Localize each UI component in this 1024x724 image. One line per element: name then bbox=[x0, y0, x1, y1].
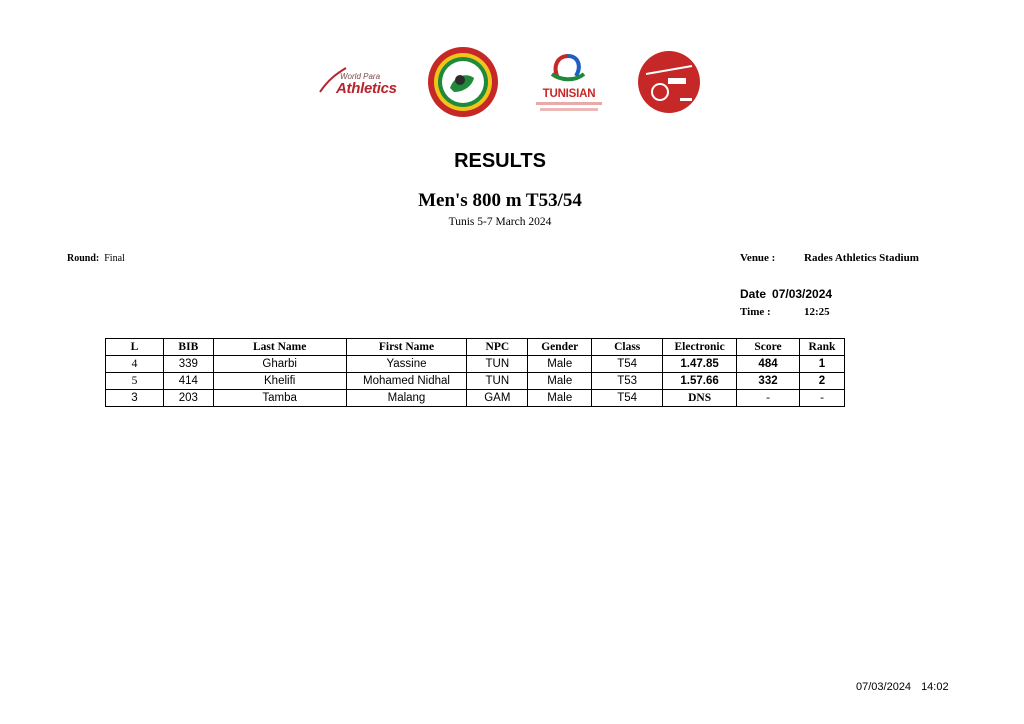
cell-bib: 414 bbox=[163, 373, 213, 390]
cell-npc: GAM bbox=[467, 390, 528, 407]
cell-bib: 203 bbox=[163, 390, 213, 407]
column-header-first-name: First Name bbox=[346, 339, 467, 356]
round-info bbox=[67, 253, 125, 264]
tunisian-paralympic-logo bbox=[530, 44, 606, 120]
agitos-icon bbox=[530, 44, 606, 86]
seal-icon bbox=[426, 44, 500, 120]
table-header-row bbox=[106, 339, 845, 356]
event-logo bbox=[632, 44, 706, 120]
column-header-npc: NPC bbox=[467, 339, 528, 356]
round-label: Round: bbox=[67, 253, 100, 264]
cell-npc: TUN bbox=[467, 373, 528, 390]
cell-score: 484 bbox=[737, 356, 800, 373]
column-header-bib: BIB bbox=[163, 339, 213, 356]
cell-score: 332 bbox=[737, 373, 800, 390]
column-header-class: Class bbox=[592, 339, 663, 356]
column-header-gender: Gender bbox=[528, 339, 592, 356]
cell-last-name: Khelifi bbox=[213, 373, 346, 390]
table-row bbox=[106, 390, 845, 407]
table-row bbox=[106, 356, 845, 373]
logo-strip bbox=[0, 44, 1024, 120]
cell-rank: - bbox=[799, 390, 844, 407]
time-label: Time : bbox=[740, 306, 771, 318]
footer-time: 14:02 bbox=[921, 681, 949, 693]
npc-logo-subtext-arabic bbox=[540, 108, 598, 111]
npc-logo-subtext bbox=[536, 102, 602, 105]
cell-class: T54 bbox=[592, 390, 663, 407]
event-badge-icon bbox=[632, 44, 706, 120]
tunisian-federation-seal-logo bbox=[426, 44, 500, 120]
cell-lane: 5 bbox=[106, 373, 164, 390]
cell-bib: 339 bbox=[163, 356, 213, 373]
cell-gender: Male bbox=[528, 373, 592, 390]
date-label: Date bbox=[740, 287, 767, 301]
cell-class: T53 bbox=[592, 373, 663, 390]
column-header-last-name: Last Name bbox=[213, 339, 346, 356]
column-header-electronic: Electronic bbox=[663, 339, 737, 356]
cell-first-name: Mohamed Nidhal bbox=[346, 373, 467, 390]
event-name: Men's 800 m T53/54 bbox=[418, 190, 582, 211]
page-title: RESULTS bbox=[454, 150, 546, 172]
date-info bbox=[740, 287, 832, 301]
table-row bbox=[106, 373, 845, 390]
cell-electronic: 1.47.85 bbox=[663, 356, 737, 373]
cell-npc: TUN bbox=[467, 356, 528, 373]
column-header-rank: Rank bbox=[799, 339, 844, 356]
print-timestamp bbox=[856, 681, 949, 693]
cell-rank: 1 bbox=[799, 356, 844, 373]
cell-score: - bbox=[737, 390, 800, 407]
cell-lane: 4 bbox=[106, 356, 164, 373]
column-header-score: Score bbox=[737, 339, 800, 356]
cell-last-name: Gharbi bbox=[213, 356, 346, 373]
cell-electronic: 1.57.66 bbox=[663, 373, 737, 390]
cell-lane: 3 bbox=[106, 390, 164, 407]
venue-value: Rades Athletics Stadium bbox=[804, 252, 919, 264]
cell-electronic: DNS bbox=[663, 390, 737, 407]
round-value: Final bbox=[104, 253, 125, 264]
cell-last-name: Tamba bbox=[213, 390, 346, 407]
cell-first-name: Malang bbox=[346, 390, 467, 407]
npc-logo-text: TUNISIAN bbox=[542, 88, 596, 100]
date-value: 07/03/2024 bbox=[772, 287, 833, 301]
cell-rank: 2 bbox=[799, 373, 844, 390]
logo-text-big: Athletics bbox=[336, 80, 397, 97]
cell-first-name: Yassine bbox=[346, 356, 467, 373]
time-value: 12:25 bbox=[804, 306, 830, 318]
world-para-athletics-logo bbox=[306, 44, 414, 120]
cell-gender: Male bbox=[528, 390, 592, 407]
cell-gender: Male bbox=[528, 356, 592, 373]
column-header-l: L bbox=[106, 339, 164, 356]
event-location-dates: Tunis 5-7 March 2024 bbox=[448, 216, 552, 228]
venue-label: Venue : bbox=[740, 252, 776, 264]
results-table bbox=[105, 338, 845, 407]
logo-text-small: World Para bbox=[340, 72, 381, 81]
cell-class: T54 bbox=[592, 356, 663, 373]
footer-date: 07/03/2024 bbox=[856, 681, 912, 693]
